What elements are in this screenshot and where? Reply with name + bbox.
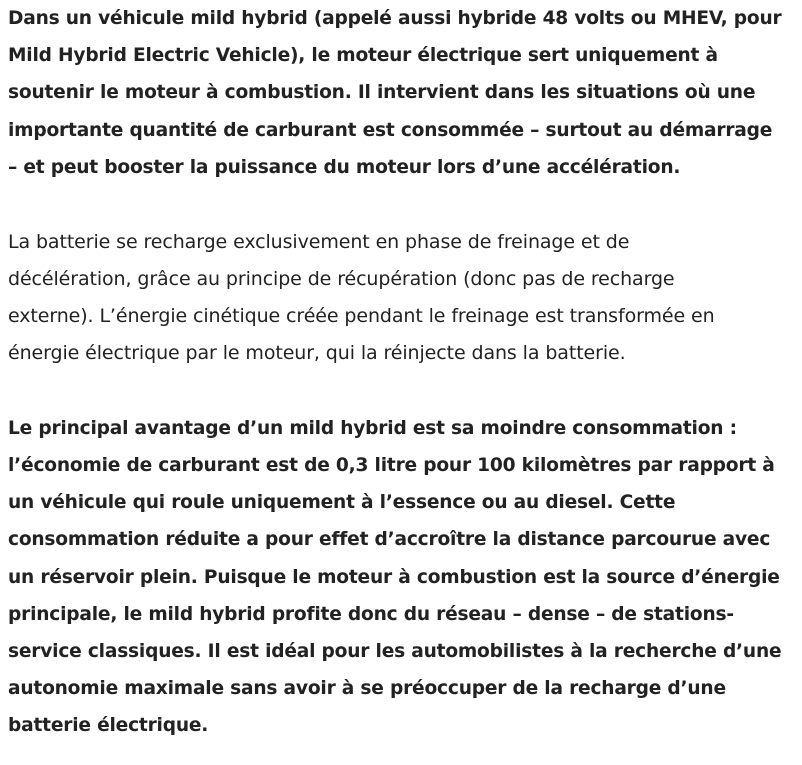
paragraph-spacer	[8, 186, 798, 224]
text-line: importante quantité de carburant est consommée – surtout au démarrage	[8, 119, 773, 141]
text-line: Le principal avantage d’un mild hybrid est sa moindre consommation :	[8, 417, 737, 439]
text-line: Dans un véhicule mild hybrid (appelé aussi hybride 48 volts ou MHEV, pour	[8, 8, 782, 29]
text-line: consommation réduite a pour effet d’accroître la distance parcourue avec	[8, 529, 771, 551]
text-line: Mild Hybrid Electric Vehicle), le moteur électrique sert uniquement à	[8, 45, 718, 67]
text-line: principale, le mild hybrid profite donc du réseau – dense – de stations-	[8, 603, 734, 625]
paragraph-battery-recharge	[8, 224, 798, 373]
text-line: batterie électrique.	[8, 715, 209, 737]
text-line: autonomie maximale sans avoir à se préoccuper de la recharge d’une	[8, 678, 726, 700]
text-line: externe). L’énergie cinétique créée pendant le freinage est transformée en	[8, 304, 715, 327]
text-line: service classiques. Il est idéal pour les automobilistes à la recherche d’une	[8, 641, 782, 663]
paragraph-spacer	[8, 372, 798, 410]
text-line: un véhicule qui roule uniquement à l’essence ou au diesel. Cette	[8, 492, 676, 514]
text-line: énergie électrique par le moteur, qui la réinjecte dans la batterie.	[8, 342, 626, 365]
text-line: l’économie de carburant est de 0,3 litre pour 100 kilomètres par rapport à	[8, 455, 775, 477]
text-line: soutenir le moteur à combustion. Il intervient dans les situations où une	[8, 82, 756, 104]
paragraph-main-advantage	[8, 410, 798, 745]
text-line: décélération, grâce au principe de récupération (donc pas de recharge	[8, 267, 675, 290]
text-line: La batterie se recharge exclusivement en phase de freinage et de	[8, 230, 630, 253]
article-body	[8, 0, 798, 745]
text-line: un réservoir plein. Puisque le moteur à combustion est la source d’énergie	[8, 566, 780, 588]
text-line: – et peut booster la puissance du moteur lors d’une accélération.	[8, 156, 681, 178]
paragraph-mild-hybrid-definition	[8, 0, 798, 186]
